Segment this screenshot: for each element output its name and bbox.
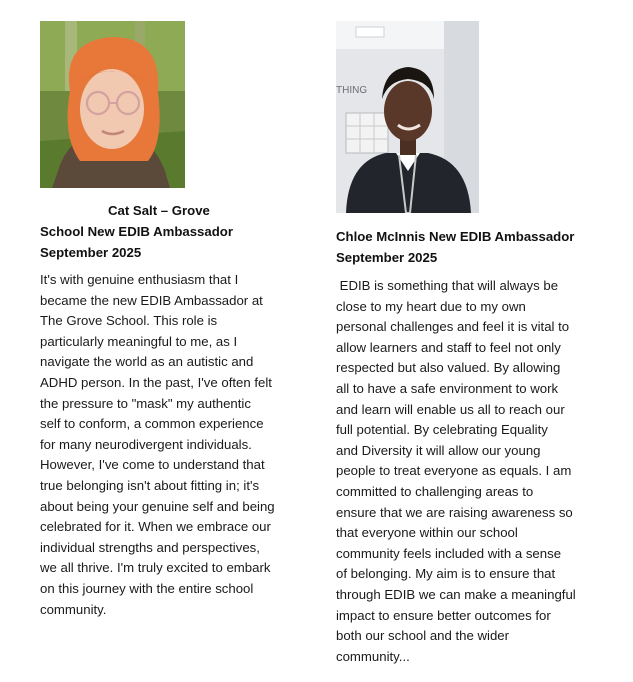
bio-line: we all thrive. I'm truly excited to embark bbox=[40, 560, 271, 576]
bio-line: community. bbox=[40, 601, 107, 617]
bio-line: ADHD person. In the past, I've often felt bbox=[40, 374, 272, 390]
bio-line: both our school and the wider bbox=[336, 628, 510, 644]
bio-line: personal challenges and feel it is vital to bbox=[336, 319, 570, 335]
bio-line: particularly meaningful to me, as I bbox=[40, 333, 238, 349]
profile-bio-chloe-mcinnis bbox=[336, 276, 598, 667]
bio-line: community feels included with a sense bbox=[336, 545, 562, 561]
bio-line: the pressure to "mask" my authentic bbox=[40, 395, 251, 411]
bio-line: through EDIB we can make a meaningful bbox=[336, 586, 576, 602]
heading-line: September 2025 bbox=[40, 245, 142, 260]
bio-line: full potential. By celebrating Equality bbox=[336, 422, 548, 438]
bio-line: on this journey with the entire school bbox=[40, 580, 254, 596]
heading-line: Cat Salt – Grove bbox=[108, 203, 210, 218]
bio-line: allow learners and staff to feel not only bbox=[336, 339, 561, 355]
bio-line: individual strengths and perspectives, bbox=[40, 539, 260, 555]
profile-heading-cat-salt bbox=[40, 201, 300, 262]
bio-line: people to treat everyone as equals. I am bbox=[336, 463, 572, 479]
bio-line: self to conform, a common experience bbox=[40, 416, 264, 432]
heading-line: September 2025 bbox=[336, 250, 438, 265]
bio-line: for many neurodivergent individuals. bbox=[40, 436, 252, 452]
bio-line: EDIB is something that will always be bbox=[336, 278, 559, 293]
bio-line: true belonging isn't about fitting in; it's bbox=[40, 477, 260, 493]
bio-line: close to my heart due to my own bbox=[336, 298, 526, 314]
bio-line: about being your genuine self and being bbox=[40, 498, 275, 514]
bio-line: navigate the world as an autistic and bbox=[40, 354, 254, 370]
bio-line: community... bbox=[336, 648, 410, 664]
profile-photo-cat-salt bbox=[40, 21, 185, 188]
heading-line: Chloe McInnis New EDIB Ambassador bbox=[336, 229, 575, 244]
bio-line: became the new EDIB Ambassador at bbox=[40, 292, 263, 308]
bio-line: of belonging. My aim is to ensure that bbox=[336, 566, 556, 582]
bio-line: all to have a safe environment to work bbox=[336, 380, 559, 396]
bio-line: and learn will enable us all to reach our bbox=[336, 401, 565, 417]
bio-line: The Grove School. This role is bbox=[40, 313, 218, 329]
bio-line: respected but also valued. By allowing bbox=[336, 360, 561, 376]
bio-line: impact to ensure better outcomes for bbox=[336, 607, 551, 623]
bio-line: committed to challenging areas to bbox=[336, 483, 534, 499]
photo-background-text: THING bbox=[336, 85, 368, 96]
bio-line: celebrated for it. When we embrace our bbox=[40, 519, 271, 535]
bio-line: However, I've come to understand that bbox=[40, 457, 265, 473]
bio-line: that everyone within our school bbox=[336, 525, 518, 541]
bio-line: and Diversity it will allow our young bbox=[336, 442, 541, 458]
profile-photo-chloe-mcinnis bbox=[336, 21, 479, 213]
profile-heading-chloe-mcinnis bbox=[336, 227, 598, 267]
bio-line: ensure that we are raising awareness so bbox=[336, 504, 573, 520]
profile-bio-cat-salt bbox=[40, 270, 298, 620]
heading-line: School New EDIB Ambassador bbox=[40, 224, 233, 239]
bio-line: It's with genuine enthusiasm that I bbox=[40, 272, 239, 287]
